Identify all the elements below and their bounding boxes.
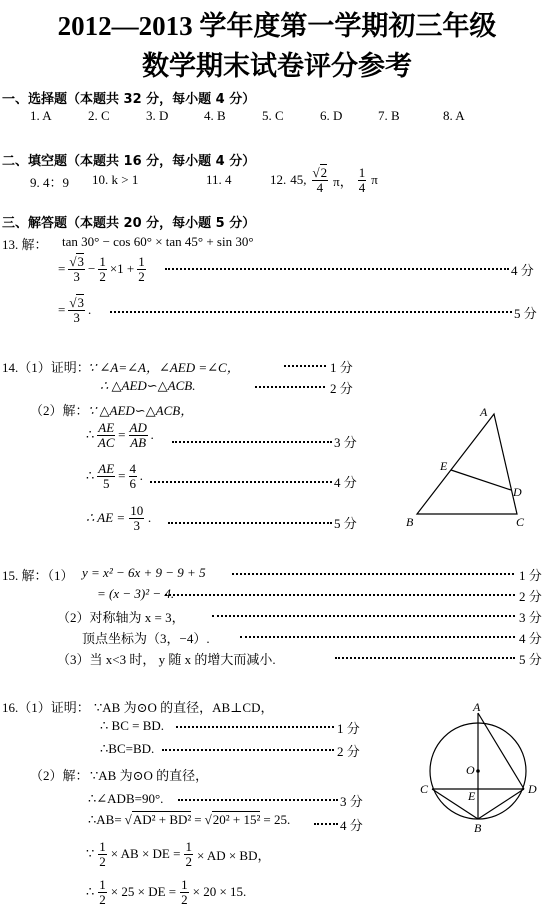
q13-score-2: 5 分 [514,306,537,321]
q16-part1-label: 16.（1）证明： [2,700,90,715]
q15-line1: y = x² − 6x + 9 − 9 + 5 [82,565,206,580]
equals-sign: = [118,427,126,443]
q13-expression: tan 30° − cos 60° × tan 45° + sin 30° [62,234,254,249]
answer-12-first: 45, [290,172,307,188]
therefore-sign: ∴ [86,468,95,484]
times-one-plus: ×1 + [109,261,135,277]
q16-score-1: 1 分 [337,721,360,736]
q15-line4: 顶点坐标为（3，−4）. [82,631,210,646]
expression: × 20 × 15. [192,884,247,900]
fraction [129,462,138,490]
q16-score-3: 3 分 [340,794,363,809]
label-e: E [440,459,448,473]
fraction [98,878,107,906]
expression: × AD × BD， [196,847,271,863]
q16-score-2: 2 分 [337,744,360,759]
numerator: AE [98,420,115,435]
denominator: AC [97,434,115,450]
answer-10: 10. k > 1 [92,172,139,187]
q14-part2-label: （2）解： [30,403,89,418]
label-c: C [420,782,429,796]
denominator: 2 [138,268,145,284]
numerator: AD [129,420,147,435]
q15-label: 15. 解：（1） [2,568,74,583]
answer-12-fraction-2 [358,166,367,194]
label-b: B [474,821,482,835]
score-leader [172,441,332,443]
q16-part1-line2: ∴ BC = BD. [100,718,165,733]
answer-12-pi2: π [371,172,378,188]
fraction: $\frac{√3}{3}$ [69,295,84,325]
q15-line2: = (x − 3)² − 4. [97,586,175,601]
answer-4: 4. B [204,108,226,123]
therefore-ae: ∴ AE = [86,510,126,526]
score-leader [232,573,514,575]
score-leader [240,636,515,638]
period: . [150,427,155,443]
score-leader [168,522,332,524]
segment-bd [478,789,524,819]
q16-part2-line2: ∴∠ADB=90°. [88,791,164,806]
fraction: $\frac{√3}{3}$ [69,254,84,284]
fraction [184,840,193,868]
result: = 25. [263,812,291,827]
score-leader [165,268,509,270]
fraction [137,255,146,283]
answer-11: 11. 4 [206,172,232,187]
answer-12-den: 4 [316,179,324,195]
score-leader [110,311,512,313]
q16-step-area [86,840,271,868]
segment-ed [451,470,511,490]
numerator: 4 [129,461,137,476]
q14-part2-line1: ∵ △AED∽△ACB， [88,403,194,418]
minus-sign: − [87,261,96,277]
q15-score-4: 4 分 [519,631,542,646]
denominator: 2 [99,891,106,907]
fraction [180,878,189,906]
q15-line5: （3）当 x<3 时， y 随 x 的增大而减小. [57,652,276,667]
q15-line3: （2）对称轴为 x = 3， [57,610,185,625]
label-d: D [528,782,537,796]
answer-12 [270,166,378,194]
q14-score-3: 3 分 [334,435,357,450]
q15-score-2: 2 分 [519,589,542,604]
score-leader [176,726,334,728]
answer-7: 7. B [378,108,400,123]
segment-ad [478,713,524,789]
label-a: A [473,700,481,714]
section2-heading: 二、填空题（本题共 16 分，每小题 4 分） [2,154,256,169]
label-d: D [513,485,522,499]
fraction [98,255,107,283]
answer-12-sqrt: 2 [320,165,328,180]
q14-part1-line2: ∴ △AED∽△ACB. [100,378,196,393]
denominator: 2 [99,853,106,869]
q14-part1-line1: ∵ ∠A=∠A，∠AED =∠C， [88,360,240,375]
fraction [129,421,148,449]
q13-step-2 [58,296,91,324]
period: . [140,468,144,484]
label-e: E [468,789,476,803]
q14-part1-label: 14.（1）证明： [2,360,90,375]
fraction [97,462,115,490]
title-line-1: 2012—2013 学年度第一学期初三年级 [57,11,497,41]
score-leader [314,823,338,825]
numerator: 1 [185,839,192,854]
section1-heading: 一、选择题（本题共 32 分，每小题 4 分） [2,92,256,107]
section3-heading: 三、解答题（本题共 20 分，每小题 5 分） [2,216,256,231]
answer-12-pi: π， [333,173,353,189]
score-leader [150,481,332,483]
q16-part1-line1: ∵AB 为⊙O 的直径，AB⊥CD， [94,700,274,715]
denominator: 5 [102,475,110,491]
answer-2: 2. C [88,108,110,123]
equals-sign: = [58,261,66,277]
answer-12-den2: 4 [358,179,366,195]
circle-figure [412,696,552,838]
score-leader [165,594,515,596]
triangle-figure [400,400,540,535]
q15-score-1: 1 分 [519,568,542,583]
q13-step-1 [58,255,147,283]
ab-equals: ∴AB= [88,812,122,827]
sqrt-expression: AD² + BD² [132,812,192,827]
fraction [97,421,115,449]
denominator: 3 [73,268,80,284]
q16-score-4: 4 分 [340,818,363,833]
score-leader [162,749,334,751]
q14-score-4: 4 分 [334,475,357,490]
period: . [148,510,152,526]
q13-label: 13. 解： [2,237,48,252]
sqrt: 3 [77,254,84,269]
label-a: A [480,405,488,419]
numerator: 1 [99,877,106,892]
answer-1: 1. A [30,108,52,123]
denominator: 2 [99,268,106,284]
denominator: AB [130,434,147,450]
answer-9: 9. 4：9 [30,175,70,190]
q16-step-substitute [86,878,246,906]
numerator: 10 [130,503,144,518]
therefore-sign: ∴ [86,427,95,443]
denominator: 2 [181,891,188,907]
expression: × 25 × DE = [110,884,177,900]
answer-12-num2: 1 [358,165,366,180]
equals-sign: = [118,468,126,484]
numerator: 1 [181,877,188,892]
q15-score-5: 5 分 [519,652,542,667]
q14-score-2: 2 分 [330,381,353,396]
score-leader [335,657,515,659]
q14-step-substitute [86,462,143,490]
q16-part2-label: （2）解： [30,768,89,783]
score-leader [255,386,325,388]
label-b: B [406,515,414,529]
triangle-abc [417,414,517,514]
score-leader [178,799,338,801]
fraction [98,840,107,868]
q16-part1-line3: ∴BC=BD. [100,741,155,756]
score-leader [284,365,326,367]
label-c: C [516,515,525,529]
title-line-2: 数学期末试卷评分参考 [142,51,412,81]
answer-6: 6. D [320,108,343,123]
denominator: 3 [133,517,140,533]
q16-part2-line1: ∵AB 为⊙O 的直径， [90,768,209,783]
score-leader [212,615,515,617]
q14-score-5: 5 分 [334,516,357,531]
answer-3: 3. D [146,108,169,123]
period: . [87,302,92,318]
sqrt-expression: 20² + 15² [212,812,261,827]
fraction [129,504,144,532]
q13-score-1: 4 分 [511,263,534,278]
equals-sign: = [58,302,66,318]
q16-step-ab: ∴AB= √AD² + BD² = √20² + 15² = 25. [88,812,291,827]
q14-score-1: 1 分 [330,360,353,375]
because-sign: ∵ [86,846,95,862]
q14-step-result [86,504,151,532]
denominator: 3 [73,309,80,325]
answer-12-fraction-1: √2 4 [312,165,328,195]
expression: × AB × DE = [110,846,181,862]
numerator: AE [98,461,115,476]
center-dot [476,769,480,773]
sqrt: 3 [77,295,84,310]
answer-5: 5. C [262,108,284,123]
q15-score-3: 3 分 [519,610,542,625]
label-o: O [466,763,475,777]
therefore-sign: ∴ [86,884,95,900]
denominator: 6 [129,475,137,491]
numerator: 1 [99,254,106,269]
answer-8: 8. A [443,108,465,123]
numerator: 1 [138,254,145,269]
q14-step-ratio [86,421,154,449]
answer-12-label: 12. [270,172,287,188]
denominator: 2 [185,853,192,869]
equals-sign: = [194,812,202,827]
numerator: 1 [99,839,106,854]
